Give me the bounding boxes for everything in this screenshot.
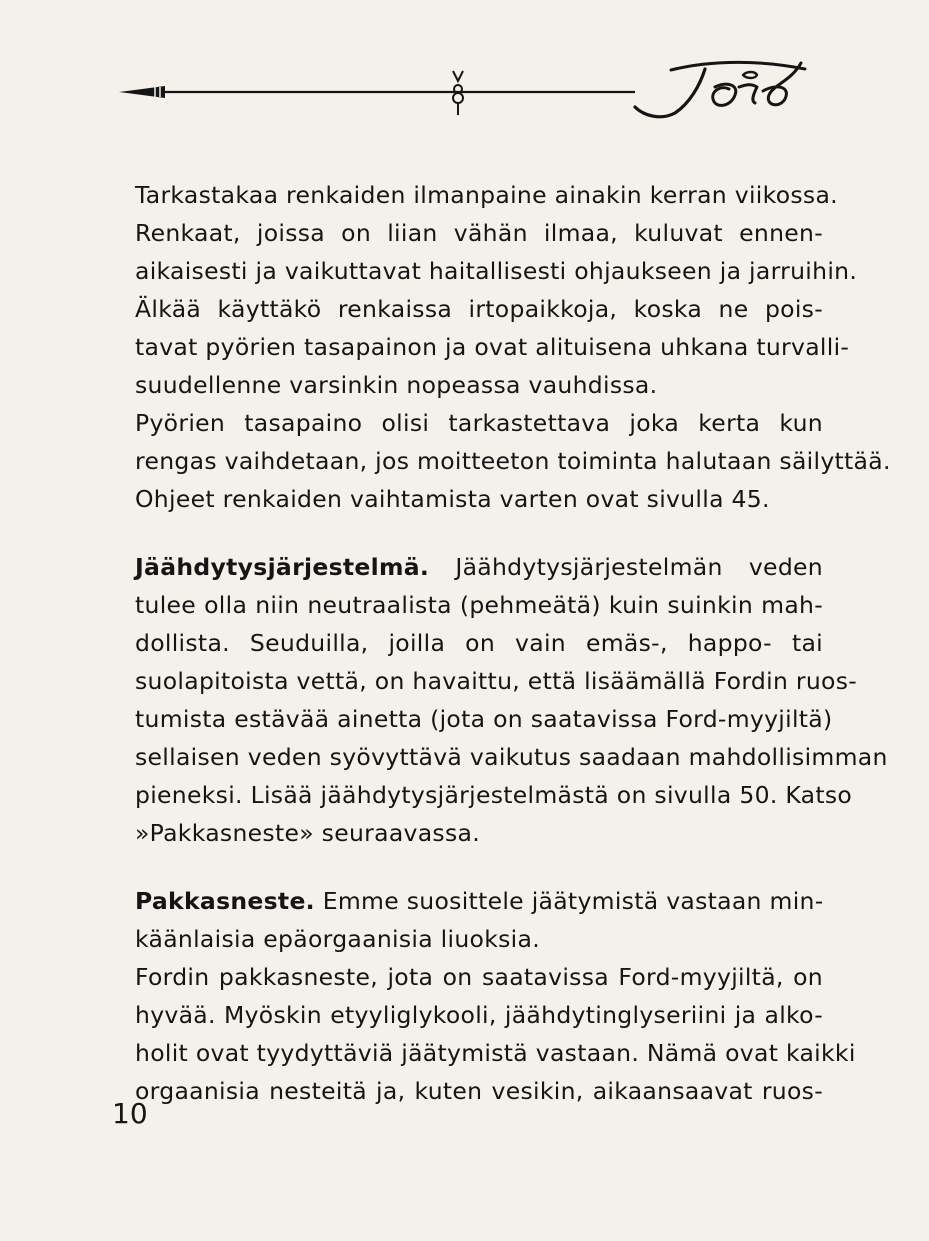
section-gap — [135, 852, 823, 882]
text-line: Tarkastakaa renkaiden ilmanpaine ainakin kerran viikossa. — [135, 181, 838, 209]
text-line — [135, 882, 823, 920]
text-span: Jäähdytysjärjestelmän veden — [455, 553, 823, 581]
paragraph-cooling — [135, 548, 888, 852]
text-line: tumista estävää ainetta (jota on saatavissa Ford-myyjiltä) — [135, 705, 833, 733]
text-line: Pyörien tasapaino olisi tarkastettava joka kerta kun — [135, 409, 823, 437]
text-line: pieneksi. Lisää jäähdytysjärjestelmästä on sivulla 50. Katso — [135, 781, 853, 809]
text-line: sellaisen veden syövyttävä vaikutus saadaan mahdollisimman — [135, 743, 888, 771]
section-heading-antifreeze: Pakkasneste. — [135, 887, 315, 915]
page-header — [115, 55, 825, 135]
paragraph-tyres — [135, 176, 891, 518]
text-line: aikaisesti ja vaikuttavat haitallisesti ohjaukseen ja jarruihin. — [135, 257, 858, 285]
text-line: Ohjeet renkaiden vaihtamista varten ovat sivulla 45. — [135, 485, 770, 513]
body-text — [135, 176, 891, 1110]
text-line: suudellenne varsinkin nopeassa vauhdissa. — [135, 371, 658, 399]
text-line: Renkaat, joissa on liian vähän ilmaa, kuluvat ennen- — [135, 219, 823, 247]
text-line — [135, 548, 823, 586]
text-span: Emme suosittele jäätymistä vastaan min- — [322, 887, 824, 915]
text-line: Älkää käyttäkö renkaissa irtopaikkoja, koska ne pois- — [135, 295, 823, 323]
ford-arrow-emblem — [115, 55, 825, 135]
text-line: käänlaisia epäorgaanisia liuoksia. — [135, 925, 540, 953]
section-heading-cooling: Jäähdytysjärjestelmä. — [135, 553, 430, 581]
text-line: »Pakkasneste» seuraavassa. — [135, 819, 480, 847]
text-line: orgaanisia nesteitä ja, kuten vesikin, aikaansaavat ruos- — [135, 1077, 823, 1105]
text-line: Fordin pakkasneste, jota on saatavissa Ford-myyjiltä, on — [135, 963, 823, 991]
text-line: tulee olla niin neutraalista (pehmeätä) kuin suinkin mah- — [135, 591, 823, 619]
text-line: suolapitoista vettä, on havaittu, että lisäämällä Fordin ruos- — [135, 667, 858, 695]
text-line: holit ovat tyydyttäviä jäätymistä vastaan. Nämä ovat kaikki — [135, 1039, 856, 1067]
paragraph-antifreeze — [135, 882, 856, 1110]
ford-logo-icon — [635, 62, 805, 116]
text-line: rengas vaihdetaan, jos moitteeton toiminta halutaan säilyttää. — [135, 447, 891, 475]
arrowhead-icon — [119, 86, 165, 98]
text-line: hyvää. Myöskin etyyliglykooli, jäähdytinglyseriini ja alko- — [135, 1001, 823, 1029]
section-gap — [135, 518, 823, 548]
page-number: 10 — [112, 1097, 148, 1130]
text-line: dollista. Seuduilla, joilla on vain emäs-, happo- tai — [135, 629, 823, 657]
text-line: tavat pyörien tasapainon ja ovat alituisena uhkana turvalli- — [135, 333, 850, 361]
